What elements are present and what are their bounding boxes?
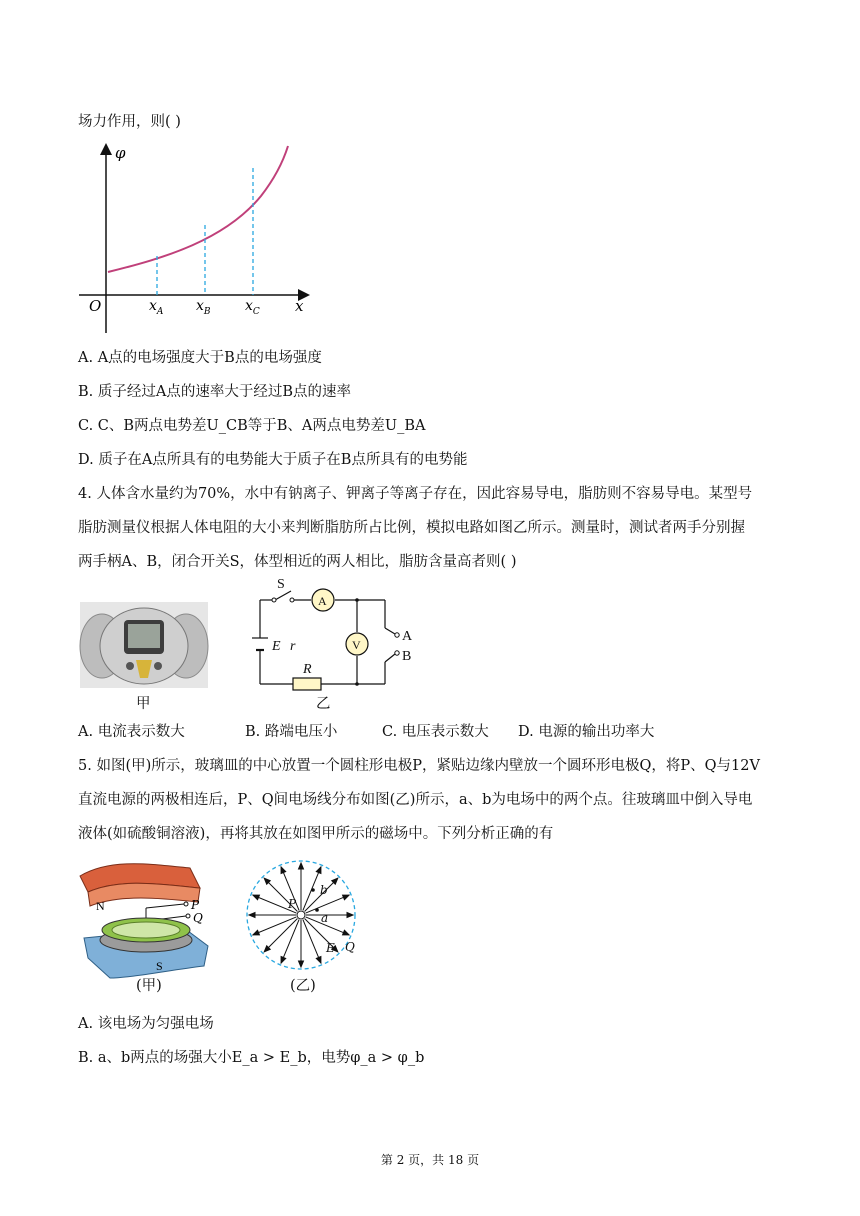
q3-option-d[interactable]: D. 质子在A点所具有的电势能大于质子在B点所具有的电势能 (78, 452, 468, 468)
field-line-arrowhead (347, 913, 353, 918)
svg-text:B: B (402, 649, 412, 664)
field-line-arrowhead (343, 895, 350, 900)
y-axis-label: φ (115, 144, 126, 162)
x-axis-label: x (295, 297, 304, 315)
q5-fig-yi-label: (乙) (290, 978, 316, 994)
field-line-arrowhead (299, 863, 304, 869)
electrode-p (297, 911, 305, 919)
svg-text:S: S (156, 959, 163, 973)
fig-jia-label: 甲 (136, 696, 151, 712)
svg-text:V: V (352, 638, 361, 652)
potential-curve (108, 146, 288, 272)
field-line-arrowhead (281, 957, 286, 964)
field-line-arrowhead (316, 957, 321, 964)
q3-option-b[interactable]: B. 质子经过A点的速率大于经过B点的速率 (78, 384, 351, 400)
q5-stem-line1: 5. 如图(甲)所示，玻璃皿的中心放置一个圆柱形电极P，紧贴边缘内壁放一个圆环形电极Q，将P、Q与12V (78, 758, 760, 774)
q3-potential-graph (75, 140, 315, 340)
svg-text:b: b (320, 883, 328, 897)
resistor (293, 678, 321, 690)
q4-stem-line3: 两手柄A、B，闭合开关S，体型相近的两人相比，脂肪含量高者则( ) (78, 554, 517, 570)
radial-field-figure (248, 852, 364, 976)
svg-text:N: N (96, 899, 105, 913)
q4-option-a[interactable]: A. 电流表示数大 (78, 724, 185, 740)
svg-text:Q: Q (345, 940, 355, 954)
tick-xa: $x_A$ (149, 298, 164, 317)
circuit-diagram (245, 578, 425, 690)
q3-stem-tail: 场力作用，则( ) (78, 114, 181, 130)
svg-text:a: a (321, 911, 329, 925)
field-line-arrowhead (253, 895, 259, 900)
field-line-arrowhead (343, 930, 350, 935)
q5-option-b[interactable]: B. a、b两点的场强大小E_a > E_b，电势φ_a > φ_b (78, 1050, 425, 1066)
svg-text:P: P (288, 897, 297, 911)
page-footer: 第 2 页，共 18 页 (380, 1153, 480, 1167)
svg-text:P: P (191, 898, 200, 912)
svg-text:A: A (318, 594, 327, 608)
q5-option-a[interactable]: A. 该电场为匀强电场 (78, 1016, 214, 1032)
tick-xc: $x_C$ (245, 298, 260, 317)
field-line-arrowhead (253, 930, 259, 935)
q4-option-b[interactable]: B. 路端电压小 (245, 724, 338, 740)
origin-label: O (89, 297, 102, 315)
q3-option-c[interactable]: C. C、B两点电势差U_CB等于B、A两点电势差U_BA (78, 418, 426, 434)
q3-option-a[interactable]: A. A点的电场强度大于B点的电场强度 (78, 350, 322, 366)
q5-stem-line2: 直流电源的两极相连后，P、Q间电场线分布如图(乙)所示，a、b为电场中的两个点。往玻璃皿中倒入导电 (78, 792, 753, 808)
svg-text:S: S (277, 577, 285, 592)
q4-option-c[interactable]: C. 电压表示数大 (382, 724, 489, 740)
fig-yi-label: 乙 (316, 696, 331, 712)
svg-text:E: E (272, 639, 281, 654)
svg-text:r: r (290, 639, 296, 654)
svg-text:R: R (303, 662, 312, 677)
svg-text:Q: Q (193, 911, 203, 925)
svg-text:E: E (326, 941, 335, 955)
fat-meter-device-image (80, 602, 208, 688)
field-line-arrowhead (249, 913, 255, 918)
q4-stem-line1: 4. 人体含水量约为70%，水中有钠离子、钾离子等离子存在，因此容易导电，脂肪则不容易导电。某型号 (78, 486, 753, 502)
q4-option-d[interactable]: D. 电源的输出功率大 (518, 724, 655, 740)
magnet-dish-figure (80, 858, 220, 982)
field-line-arrowhead (316, 867, 321, 874)
field-line-arrowhead (281, 867, 286, 874)
tick-xb: $x_B$ (196, 298, 211, 317)
q5-stem-line3: 液体(如硫酸铜溶液)，再将其放在如图甲所示的磁场中。下列分析正确的有 (78, 826, 554, 842)
q5-fig-jia-label: (甲) (136, 978, 162, 994)
svg-text:A: A (402, 629, 413, 644)
field-line-arrowhead (299, 961, 304, 967)
q4-stem-line2: 脂肪测量仪根据人体电阻的大小来判断脂肪所占比例，模拟电路如图乙所示。测量时，测试者两手分别握 (78, 520, 745, 536)
